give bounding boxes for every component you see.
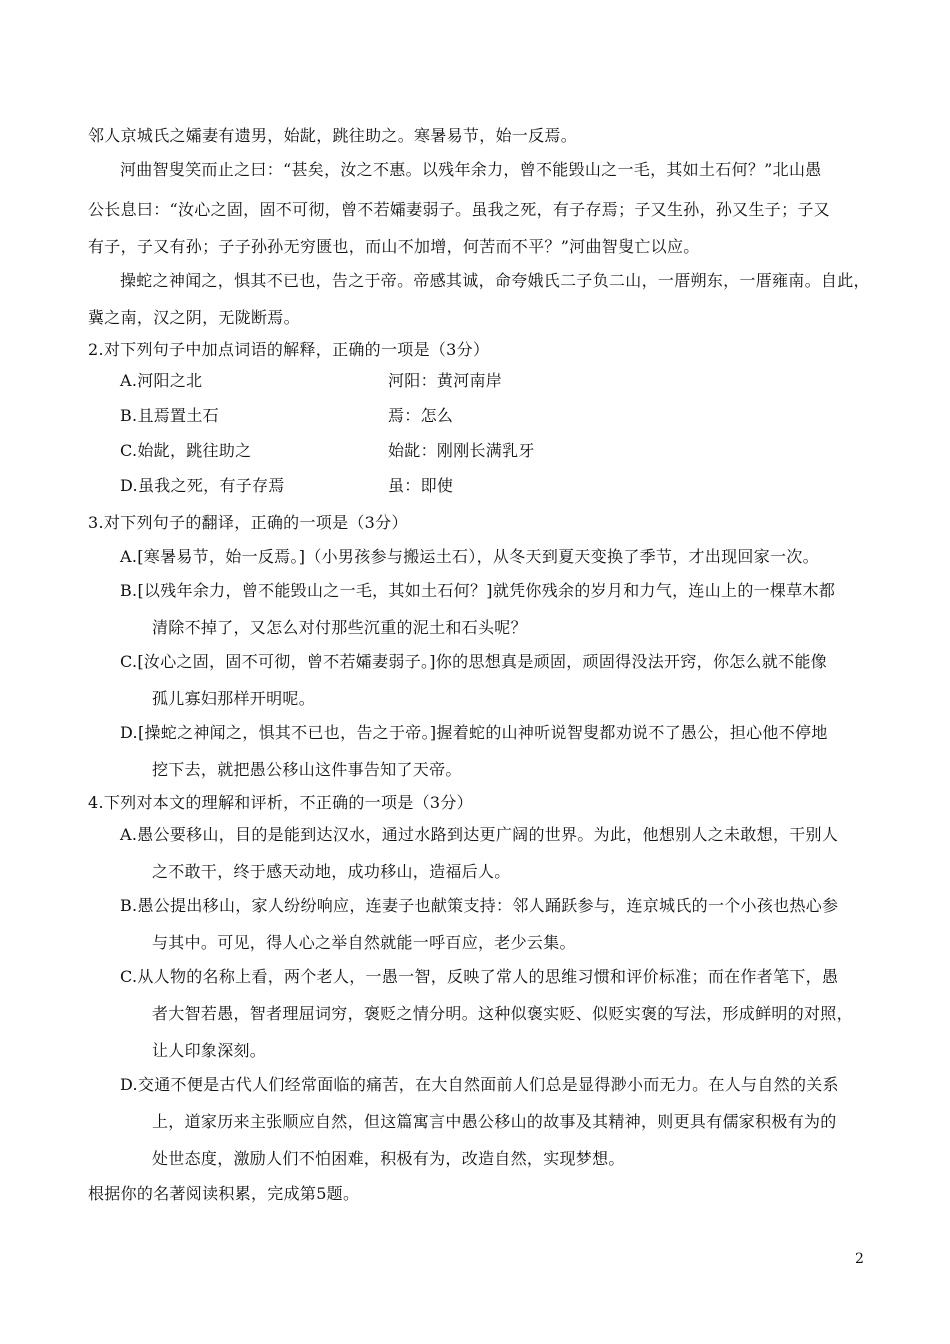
option-b-cont: 与其中。可见，得人心之举自然就能一呼百应，老少云集。 — [152, 933, 576, 952]
option-b: B.[以残年余力，曾不能毁山之一毛，其如土石何？]就凭你残余的岁月和力气，连山上的一棵草木都 — [120, 581, 836, 600]
option-right: 河阳：黄河南岸 — [388, 371, 503, 390]
passage-line: 冀之南，汉之阴，无陇断焉。 — [88, 308, 300, 327]
option-a-cont: 之不敢干，终于感天动地，成功移山，造福后人。 — [152, 862, 511, 881]
option-d-cont: 上，道家历来主张顺应自然，但这篇寓言中愚公移山的故事及其精神，则更具有儒家积极有为的 — [152, 1112, 837, 1131]
passage-line: 操蛇之神闻之，惧其不已也，告之于帝。帝感其诚，命夸娥氏二子负二山，一厝朔东，一厝雍南。自此， — [120, 271, 870, 290]
option-left: A.河阳之北 — [120, 371, 203, 390]
passage-line: 邻人京城氏之孀妻有遗男，始龀，跳往助之。寒暑易节，始一反焉。 — [88, 126, 578, 145]
option-a: A.[寒暑易节，始一反焉。]（小男孩参与搬运土石），从冬天到夏天变换了季节，才出现回家一次。 — [120, 547, 819, 566]
option-c: C.从人物的名称上看，两个老人，一愚一智，反映了常人的思维习惯和评价标准；而在作者笔下，愚 — [120, 967, 839, 986]
option-left: C.始龀，跳往助之 — [120, 441, 252, 460]
passage-line: 有子，子又有孙；子子孙孙无穷匮也，而山不加增，何苦而不平？”河曲智叟亡以应。 — [88, 237, 700, 256]
question-stem: 2.对下列句子中加点词语的解释，正确的一项是（3分） — [88, 340, 490, 359]
option-d-cont: 挖下去，就把愚公移山这件事告知了天帝。 — [152, 760, 462, 779]
option-left: D.虽我之死，有子存焉 — [120, 476, 285, 495]
option-b-cont: 清除不掉了，又怎么对付那些沉重的泥土和石头呢？ — [152, 618, 527, 637]
question-stem: 4.下列对本文的理解和评析，不正确的一项是（3分） — [88, 793, 473, 812]
option-b: B.愚公提出移山，家人纷纷响应，连妻子也献策支持：邻人踊跃参与，连京城氏的一个小孩也热心参 — [120, 896, 839, 915]
option-c-cont: 者大智若愚，智者理屈词穷，褒贬之情分明。这种似褒实贬、似贬实褒的写法，形成鲜明的对照， — [152, 1004, 853, 1023]
option-right: 虽：即使 — [388, 476, 454, 495]
option-a: A.愚公要移山，目的是能到达汉水，通过水路到达更广阔的世界。为此，他想别人之未敢想，干别人 — [120, 825, 839, 844]
option-d-cont: 处世态度，激励人们不怕困难，积极有为，改造自然，实现梦想。 — [152, 1149, 625, 1168]
option-right: 始龀：刚刚长满乳牙 — [388, 441, 535, 460]
passage-line: 河曲智叟笑而止之曰：“甚矣，汝之不惠。以残年余力，曾不能毁山之一毛，其如土石何？”北山愚 — [120, 160, 822, 179]
option-right: 焉：怎么 — [388, 406, 454, 425]
page-number: 2 — [855, 1251, 864, 1267]
option-d: D.[操蛇之神闻之，惧其不已也，告之于帝。]握着蛇的山神听说智叟都劝说不了愚公，担心他不停地 — [120, 723, 828, 742]
passage-line: 公长息曰：“汝心之固，固不可彻，曾不若孀妻弱子。虽我之死，有子存焉；子又生孙，孙又生子；子又 — [88, 200, 830, 219]
option-left: B.且焉置土石 — [120, 406, 219, 425]
option-c-cont: 让人印象深刻。 — [152, 1041, 267, 1060]
option-c-cont: 孤儿寡妇那样开明呢。 — [152, 689, 316, 708]
option-c: C.[汝心之固，固不可彻，曾不若孀妻弱子。]你的思想真是顽固，顽固得没法开窍，你怎么就不能像 — [120, 652, 828, 671]
option-d: D.交通不便是古代人们经常面临的痛苦，在大自然面前人们总是显得渺小而无力。在人与自然的关系 — [120, 1075, 839, 1094]
section-instruction: 根据你的名著阅读积累，完成第5题。 — [88, 1184, 360, 1203]
question-stem: 3.对下列句子的翻译，正确的一项是（3分） — [88, 513, 408, 532]
